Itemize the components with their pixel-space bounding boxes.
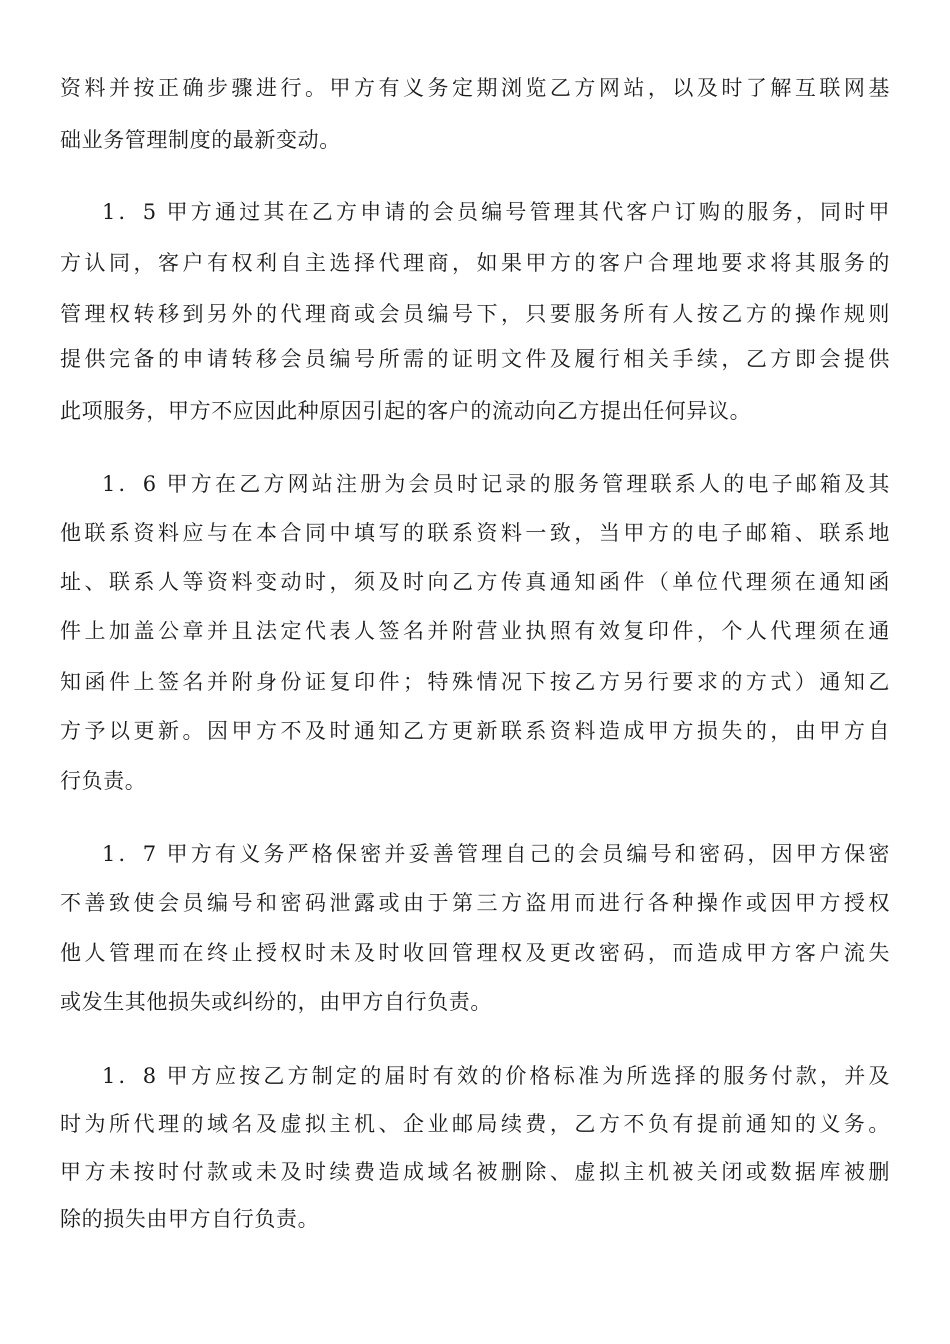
clause-1-6-line: 知函件上签名并附身份证复印件；特殊情况下按乙方另行要求的方式）通知乙 bbox=[60, 670, 890, 694]
paragraph-line: 础业务管理制度的最新变动。 bbox=[60, 128, 341, 152]
clause-1-7-line: 他人管理而在终止授权时未及时收回管理权及更改密码，而造成甲方客户流失 bbox=[60, 941, 890, 965]
clause-1-7-line: 1．7 甲方有义务严格保密并妥善管理自己的会员编号和密码，因甲方保密 bbox=[102, 842, 890, 866]
clause-1-5-line: 提供完备的申请转移会员编号所需的证明文件及履行相关手续，乙方即会提供 bbox=[60, 347, 890, 371]
clause-1-6-line: 行负责。 bbox=[60, 769, 147, 793]
clause-1-8-line: 时为所代理的域名及虚拟主机、企业邮局续费，乙方不负有提前通知的义务。 bbox=[60, 1112, 890, 1136]
clause-1-8-line: 除的损失由甲方自行负责。 bbox=[60, 1207, 320, 1231]
clause-1-6-line: 他联系资料应与在本合同中填写的联系资料一致，当甲方的电子邮箱、联系地 bbox=[60, 521, 890, 545]
clause-1-5-line: 1．5 甲方通过其在乙方申请的会员编号管理其代客户订购的服务，同时甲 bbox=[102, 200, 890, 224]
clause-1-5-line: 此项服务，甲方不应因此种原因引起的客户的流动向乙方提出任何异议。 bbox=[60, 399, 752, 423]
clause-1-7-line: 或发生其他损失或纠纷的，由甲方自行负责。 bbox=[60, 990, 492, 1014]
clause-1-5-line: 管理权转移到另外的代理商或会员编号下，只要服务所有人按乙方的操作规则 bbox=[60, 302, 890, 326]
clause-1-7-line: 不善致使会员编号和密码泄露或由于第三方盗用而进行各种操作或因甲方授权 bbox=[60, 891, 890, 915]
clause-1-6-line: 方予以更新。因甲方不及时通知乙方更新联系资料造成甲方损失的，由甲方自 bbox=[60, 719, 890, 743]
clause-1-6-line: 址、联系人等资料变动时，须及时向乙方传真通知函件（单位代理须在通知函 bbox=[60, 570, 890, 594]
paragraph-line: 资料并按正确步骤进行。甲方有义务定期浏览乙方网站，以及时了解互联网基 bbox=[60, 76, 890, 100]
clause-1-5-line: 方认同，客户有权利自主选择代理商，如果甲方的客户合理地要求将其服务的 bbox=[60, 251, 890, 275]
clause-1-8-line: 甲方未按时付款或未及时续费造成域名被删除、虚拟主机被关闭或数据库被删 bbox=[60, 1160, 890, 1184]
clause-1-6-line: 件上加盖公章并且法定代表人签名并附营业执照有效复印件，个人代理须在通 bbox=[60, 619, 890, 643]
clause-1-6-line: 1．6 甲方在乙方网站注册为会员时记录的服务管理联系人的电子邮箱及其 bbox=[102, 472, 890, 496]
clause-1-8-line: 1．8 甲方应按乙方制定的届时有效的价格标准为所选择的服务付款，并及 bbox=[102, 1064, 890, 1088]
